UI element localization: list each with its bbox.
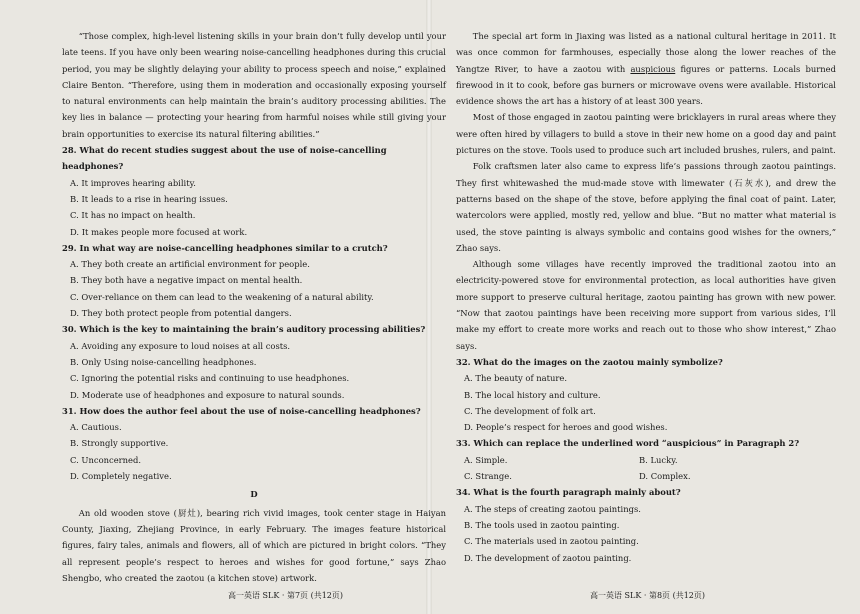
question-29-option-a: A. They both create an artificial environment for people. [70, 259, 310, 270]
page-7-footer: 高一英语 SLK · 第7页 (共12页) [228, 591, 343, 600]
question-29-option-d: D. They both protect people from potential dangers. [70, 308, 292, 319]
question-31-option-d: D. Completely negative. [70, 471, 172, 482]
question-34-option-c: C. The materials used in zaotou painting. [464, 536, 639, 547]
question-33-option-b: B. Lucky. [639, 454, 678, 465]
page-8-footer: 高一英语 SLK · 第8页 (共12页) [590, 591, 705, 600]
question-34-option-d: D. The development of zaotou painting. [464, 552, 632, 563]
question-28-option-d: D. It makes people more focused at work. [70, 226, 248, 237]
question-29-option-b: B. They both have a negative impact on mental health. [70, 275, 303, 286]
passage-d-paragraph-5: Although some villages have recently improved the traditional zaotou into an electricity-powered stove for environmental protection, as local authorities have given more support to preserve cultural heritage, zaotou painting has grown with new power. “Now that zaotou paintings have been receiving more support from various sides, I’ll make my effort to create more works and reach out to those who show interest,” Zhao says. [456, 259, 836, 351]
passage-c-closing-paragraph: “Those complex, high-level listening skills in your brain don’t fully develop until your late teens. If you have only been wearing noise-cancelling headphones during this crucial period, you may be slightly delaying your ability to process speech and noise,” explained Claire Benton. “Therefore, using them in moderation and occasionally exposing yourself to natural environments can help maintain the brain’s auditory processing abilities. The key lies in balance — protecting your hearing from harmful noises while still giving your brain opportunities to exercise its natural filtering abilities.” [62, 31, 446, 139]
question-28-option-a: A. It improves hearing ability. [70, 177, 196, 188]
question-34-option-b: B. The tools used in zaotou painting. [464, 519, 620, 530]
passage-d-paragraph-1: An old wooden stove (厨灶), bearing rich vivid images, took center stage in Haiyan County, Jiaxing, Zhejiang Province, in early February. The images feature historical figures, fairy tales, animals and flowers, all of which are pictured in bright colors. “They all represent people’s respect to heroes and wishes for good fortune,” says Zhao Shengbo, who created the zaotou (a kitchen stove) artwork. [62, 507, 446, 583]
underlined-word-auspicious: auspicious [630, 63, 676, 74]
section-d-heading: D [250, 489, 258, 500]
question-33-option-a: A. Simple. [464, 454, 508, 465]
question-34-option-a: A. The steps of creating zaotou paintings. [464, 503, 641, 514]
p2-text-after: figures or patterns. Locals burned firewood in it to cook, before gas burners or microwave ovens were available. Historical evidence shows the art has a history of at least 300 years. [456, 63, 836, 107]
question-28-option-c: C. It has no impact on health. [70, 210, 196, 221]
question-30-option-c: C. Ignoring the potential risks and continuing to use headphones. [70, 373, 350, 384]
left-page [62, 28, 446, 586]
question-32-stem: 32. What do the images on the zaotou mainly symbolize? [456, 356, 723, 367]
question-32-option-d: D. People’s respect for heroes and good wishes. [464, 422, 668, 433]
question-32-option-b: B. The local history and culture. [464, 389, 601, 400]
question-33-stem: 33. Which can replace the underlined word “auspicious” in Paragraph 2? [456, 438, 800, 449]
question-30-option-b: B. Only Using noise-cancelling headphones. [70, 356, 257, 367]
question-32-option-c: C. The development of folk art. [464, 405, 596, 416]
right-page [456, 28, 836, 566]
question-33-option-d: D. Complex. [639, 471, 691, 482]
question-28-stem: 28. What do recent studies suggest about the use of noise-cancelling headphones? [62, 145, 387, 172]
passage-d-paragraph-3: Most of those engaged in zaotou painting were bricklayers in rural areas where they were often hired by villagers to build a stove in their new home on a good day and paint pictures on the stove. Tools used to produce such art included brushes, rulers, and paint. [456, 112, 836, 156]
question-30-stem: 30. Which is the key to maintaining the brain’s auditory processing abilities? [62, 324, 426, 335]
question-32-option-a: A. The beauty of nature. [464, 373, 568, 384]
question-30-option-a: A. Avoiding any exposure to loud noises at all costs. [70, 340, 291, 351]
p2-text-before: The special art form in Jiaxing was listed as a national cultural heritage in 2011. It was once common for farmhouses, especially those along the lower reaches of the Yangtze River, to have a zaotou with [456, 31, 836, 74]
question-29-option-c: C. Over-reliance on them can lead to the weakening of a natural ability. [70, 291, 374, 302]
question-31-stem: 31. How does the author feel about the use of noise-cancelling headphones? [62, 405, 421, 416]
question-33-options-row-1 [464, 452, 836, 468]
question-34-stem: 34. What is the fourth paragraph mainly about? [456, 487, 681, 498]
question-31-option-a: A. Cautious. [70, 422, 122, 433]
question-28-option-b: B. It leads to a rise in hearing issues. [70, 193, 228, 204]
question-33-option-c: C. Strange. [464, 471, 512, 482]
question-30-option-d: D. Moderate use of headphones and exposure to natural sounds. [70, 389, 345, 400]
question-33-options-row-2 [464, 468, 836, 484]
question-31-option-c: C. Unconcerned. [70, 454, 142, 465]
passage-d-paragraph-4: Folk craftsmen later also came to express life’s passions through zaotou paintings. They first whitewashed the mud-made stove with limewater (石灰水), and drew the patterns based on the shape of the stove, before applying the final coat of paint. Later, watercolors were applied, mostly red, yellow and blue. “But no matter what material is used, the stove painting is always symbolic and contains good wishes for the owners,” Zhao says. [456, 161, 836, 253]
question-31-option-b: B. Strongly supportive. [70, 438, 169, 449]
question-29-stem: 29. In what way are noise-cancelling headphones similar to a crutch? [62, 242, 388, 253]
passage-d-paragraph-2 [456, 28, 836, 109]
